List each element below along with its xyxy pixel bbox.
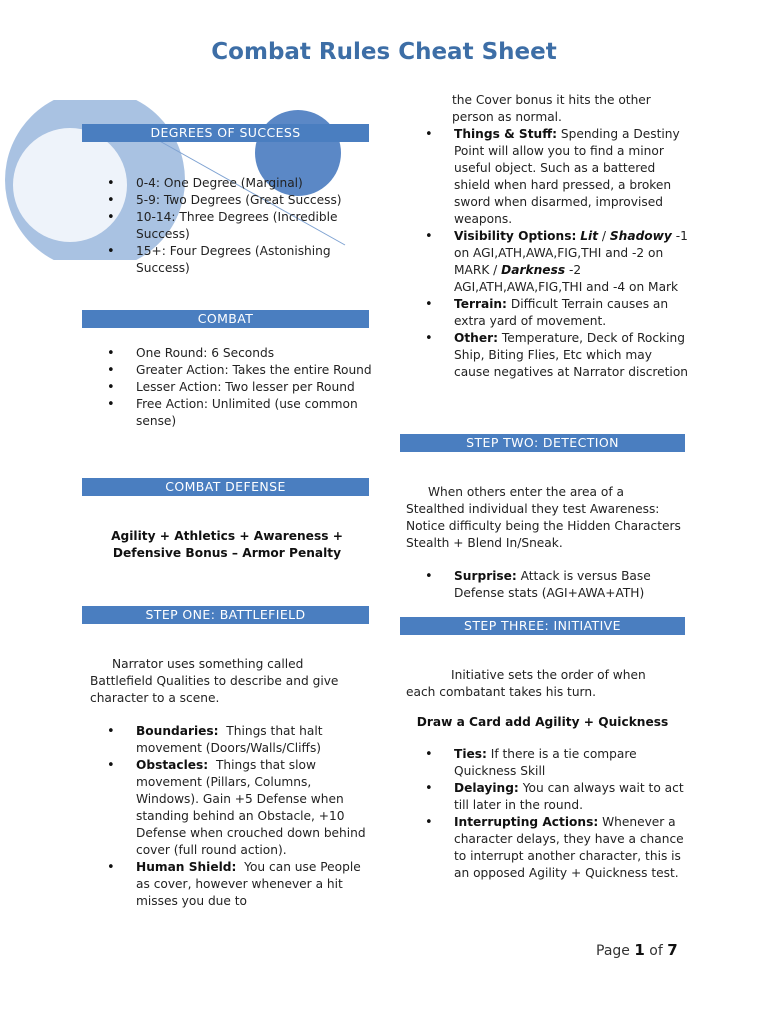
battlefield-list (82, 723, 372, 910)
of-word: of (649, 943, 663, 959)
battlefield-intro: Narrator uses something called Battlefield Qualities to describe and give character to a scene. (90, 657, 339, 705)
list-item: • Ties: If there is a tie compare Quickness Skill (400, 746, 690, 780)
heading-combat-defense: COMBAT DEFENSE (82, 478, 369, 496)
defense-formula-line-1: Agility + Athletics + Awareness + (111, 529, 343, 543)
list-item: • Boundaries: Things that halt movement (Doors/Walls/Cliffs) (82, 723, 372, 757)
list-item: • 10-14: Three Degrees (Incredible Success) (82, 209, 372, 243)
detection-intro: When others enter the area of a Stealthed individual they test Awareness: Notice difficulty being the Hidden Characters Stealth + Blend In/Sneak. (406, 485, 681, 550)
right-top-list (400, 126, 690, 381)
defense-formula-line-2: Defensive Bonus – Armor Penalty (112, 546, 342, 560)
list-item: • Interrupting Actions: Whenever a character delays, they have a chance to interrupt another character, this is an opposed Agility + Quickness test. (400, 814, 690, 882)
list-item: • Things & Stuff: Spending a Destiny Point will allow you to find a minor useful object. Such as a battered shield when hard pressed, a broken sword when disarmed, improvised weapons. (400, 126, 690, 228)
list-item: • Delaying: You can always wait to act till later in the round. (400, 780, 690, 814)
page-title: Combat Rules Cheat Sheet (211, 39, 557, 65)
list-item: • One Round: 6 Seconds (82, 345, 372, 362)
total-pages: 7 (667, 941, 678, 959)
combat-list (82, 345, 372, 430)
cover-continuation: the Cover bonus it hits the other person as normal. (452, 93, 651, 124)
combat-list-block (82, 345, 372, 430)
degrees-list-block (82, 175, 372, 277)
list-item: • Free Action: Unlimited (use common sense) (82, 396, 372, 430)
current-page: 1 (634, 941, 645, 959)
list-item: • 15+: Four Degrees (Astonishing Success) (82, 243, 372, 277)
list-item: • Greater Action: Takes the entire Round (82, 362, 372, 379)
heading-step-two-detection: STEP TWO: DETECTION (400, 434, 685, 452)
list-item: • Human Shield: You can use People as cover, however whenever a hit misses you due to (82, 859, 372, 910)
initiative-intro: Initiative sets the order of when each combatant takes his turn. (406, 668, 646, 699)
degrees-list (82, 175, 372, 277)
detection-list (400, 568, 690, 602)
heading-combat: COMBAT (82, 310, 369, 328)
list-item: • 5-9: Two Degrees (Great Success) (82, 192, 372, 209)
list-item: • Terrain: Difficult Terrain causes an extra yard of movement. (400, 296, 690, 330)
list-item: • 0-4: One Degree (Marginal) (82, 175, 372, 192)
initiative-list-block (400, 746, 690, 882)
right-top-list-block (400, 126, 690, 381)
heading-step-three-initiative: STEP THREE: INITIATIVE (400, 617, 685, 635)
list-item: • Obstacles: Things that slow movement (Pillars, Columns, Windows). Gain +5 Defense when standing behind an Obstacle, +10 Defense when crouched down behind cover (full round action). (82, 757, 372, 859)
list-item: • Lesser Action: Two lesser per Round (82, 379, 372, 396)
list-item: • Other: Temperature, Deck of Rocking Ship, Biting Flies, Etc which may cause negatives at Narrator discretion (400, 330, 690, 381)
detection-list-block (400, 568, 690, 602)
list-item: • Surprise: Attack is versus Base Defense stats (AGI+AWA+ATH) (400, 568, 690, 602)
initiative-formula: Draw a Card add Agility + Quickness (416, 715, 669, 729)
page-number (596, 942, 678, 960)
heading-degrees-of-success: DEGREES OF SUCCESS (82, 124, 369, 142)
defense-formula (82, 528, 372, 562)
list-item: • Visibility Options: Lit / Shadowy -1 on AGI,ATH,AWA,FIG,THI and -2 on MARK / Darkness -2 AGI,ATH,AWA,FIG,THI and -4 on Mark (400, 228, 690, 296)
heading-step-one-battlefield: STEP ONE: BATTLEFIELD (82, 606, 369, 624)
page-word: Page (596, 943, 630, 959)
battlefield-list-block (82, 723, 372, 910)
initiative-list (400, 746, 690, 882)
